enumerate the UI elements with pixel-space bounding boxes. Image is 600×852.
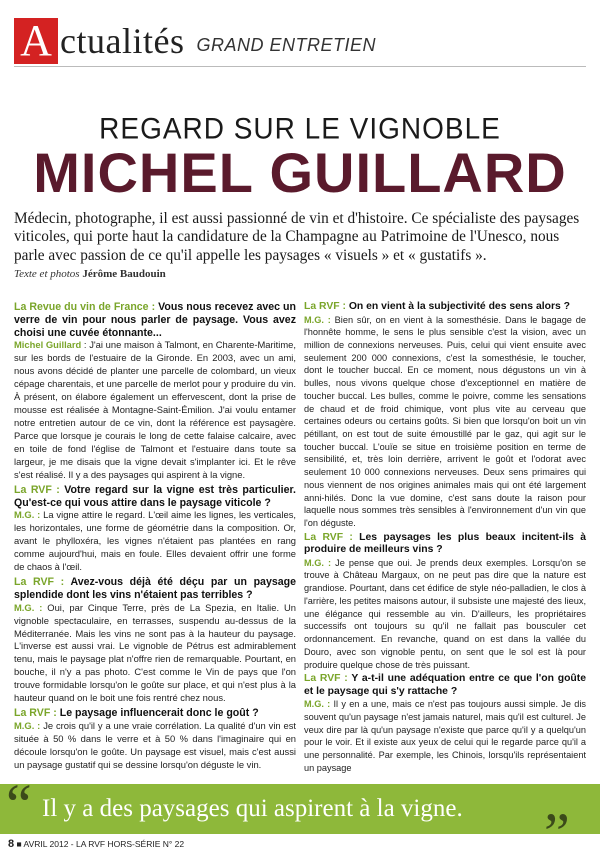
- speaker-label: La RVF :: [304, 673, 348, 685]
- section-initial: A: [14, 18, 58, 64]
- paragraph-text: Les paysages les plus beaux incitent-ils à produire de meilleurs vins ?: [304, 531, 586, 556]
- paragraph-text: On en vient à la subjectivité des sens alors ?: [345, 301, 571, 312]
- page-footer: [8, 838, 184, 850]
- paragraph-text: Le paysage influencerait donc le goût ?: [56, 707, 259, 720]
- paragraph-text: Y a-t-il une adéquation entre ce que l'on goûte et le paysage qui s'y rattache ?: [304, 673, 587, 697]
- interview-question: [14, 707, 296, 720]
- section-header: [14, 18, 376, 64]
- speaker-label: La RVF :: [304, 531, 353, 543]
- credit-prefix: Texte et photos: [14, 268, 80, 280]
- interview-answer: [304, 698, 586, 774]
- interview-question: [304, 301, 586, 314]
- speaker-label: La RVF :: [304, 301, 346, 312]
- interview-answer: [304, 314, 586, 530]
- speaker-label: M.G. :: [304, 557, 332, 568]
- paragraph-text: Bien sûr, on en vient à la somesthésie. Dans le bagage de l'honnête homme, le sens le plus sensible c'est la vision, avec un million de connexions nerveuses. Puis, celui qui vient ensuite avec seulement 200 000 connexions, c'est la somesthésie, le toucher, dont le toucher buccal. En ce moment, nous dégustons un vin à bulles, nous vivons quelque chose d'exceptionnel en matière de toucher buccal. Les bulles, comme le poivre, comme les sensations de chaud et de froid chimique, vont plus vite au cerveau que certaines odeurs ou certains goûts. Si bien que lorsqu'on boit un vin pétillant, on est tout de suite émoustillé par le gaz, qui agit sur le toucher buccal. L'ouïe se situe en troisième position en terme de sensibilité, et, très loin derrière, arrivent le goût et l'odorat avec seulement 10 000 connexions nerveuses. Deux sens primaires qui nous viennent de nos origines animales mais qui ont été largement anni-hilés. Donc la vue domine, c'est sans doute la raison pour laquelle nous sommes très sensibles à l'environnement d'un vin que l'on déguste.: [304, 314, 586, 529]
- speaker-label: M.G. :: [14, 601, 43, 613]
- paragraph-text: Je crois qu'il y a une vraie corrélation. La qualité d'un vin est située à 50 % dans le verre et à 50 % dans l'imaginaire qui en découle lorsqu'on le goûte. Un paysage est visuel, mais c'est aussi un paysage gustatif qui se dessine lorsqu'on déguste le vin.: [14, 720, 296, 770]
- paragraph-text: Votre regard sur la vigne est très particulier. Qu'est-ce qui vous attire dans le paysage viticole ?: [14, 483, 296, 509]
- speaker-label: M.G. :: [304, 314, 331, 325]
- speaker-label: La RVF :: [14, 576, 65, 589]
- page-number: 8: [8, 838, 15, 850]
- close-quote-mark: ”: [544, 801, 570, 852]
- interview-answer: [14, 720, 296, 772]
- paragraph-text: Avez-vous déjà été déçu par un paysage splendide dont les vins n'étaient pas terribles ?: [14, 576, 296, 601]
- interview-question: [304, 673, 586, 698]
- speaker-label: M.G. :: [14, 509, 41, 521]
- article-intro: Médecin, photographe, il est aussi passionné de vin et d'histoire. Ce spécialiste des paysages viticoles, qui porte haut la candidature de la Champagne au Patrimoine de l'Unesco, nous parle avec passion de ce qu'il appelle les paysages « visuels » et « gustatifs ».: [14, 210, 580, 264]
- paragraph-text: : J'ai une maison à Talmont, en Charente-Maritime, sur les bords de l'estuaire de la Gironde. En 2003, avec un ami, nous avons décidé de planter une parcelle de colombard, un vieux cépage charentais, et une parcelle de merlot pour y produire du vin. À présent, on élabore également un effervescent, dont la prise de mousse est réalisée à Montagne-Saint-Émilion. J'ai voulu entamer notre entretien autour de ce vin, dont la référence est paysagère. Parce que lorsque je courais le long de cette falaise calcaire, avec en toile de fond l'église de Talmont et l'estuaire dans toute sa largeur, je me disais que la vigne devait s'implanter ici. Et le rêve s'est réalisé. Il y a des paysages qui aspirent à la vigne.: [14, 339, 296, 480]
- paragraph-text: Il y en a une, mais ce n'est pas toujours aussi simple. Je dis souvent qu'un paysage n'est jamais naturel, mais qu'il est culturel. Je veux dire par là qu'un paysage n'existe que parce qu'il y a quelqu'un pour le voir. Et il existe aux yeux de celui qui le regarde parce qu'il a une personnalité. Par exemple, les Chinois, lorsqu'ils représentaient un paysage: [304, 699, 586, 773]
- paragraph-text: Je pense que oui. Je prends deux exemples. Lorsqu'on se trouve à Château Margaux, on ne peut pas dire que la nature est grandiose. Pourtant, dans cet édifice de style néo-palladien, le clos à l'arrière, les petites maisons autour, il subsiste une majesté des lieux, une élégance qui ressemble au vin. D'ailleurs, les propriétaires successifs ont toujours su qu'il ne fallait pas bousculer cet ordonnancement. En revanche, quand on est dans la vallée du Douro, avec son vignoble pentu, on sent que le sol est là pour produire quelque chose de très puissant.: [304, 557, 586, 670]
- interview-answer: [14, 339, 296, 481]
- interview-question: [14, 301, 296, 339]
- section-title: ctualités: [60, 21, 185, 61]
- credit-author: Jérôme Baudouin: [82, 268, 166, 280]
- speaker-label: Michel Guillard: [14, 339, 82, 351]
- interview-question: [14, 576, 296, 602]
- interview-question: [14, 484, 296, 510]
- footer-square-icon: ■: [16, 839, 22, 849]
- speaker-label: La RVF :: [14, 707, 57, 720]
- footer-issue: AVRIL 2012 - LA RVF HORS-SÉRIE N° 22: [23, 839, 185, 849]
- article-credit: [14, 268, 166, 280]
- paragraph-text: Oui, par Cinque Terre, près de La Spezia, en Italie. Un vignoble spectaculaire, en terrasses, suspendu au-dessus de la Méditerranée. Mais les vins ne sont pas à la hauteur du paysage. L'inverse est aussi vrai. Le vignoble de Pétrus est admirablement tenu, mais le paysage plat n'offre rien de remarquable. Pourtant, en bouche, il n'y a pas photo. C'est comme le Vin de pays que l'on trouve formidable lorsqu'on le goûte sur place, et qui n'est plus à la hauteur quand on le boit une fois rentré chez nous.: [14, 601, 296, 704]
- speaker-label: M.G. :: [14, 720, 41, 731]
- pull-quote-text: Il y a des paysages qui aspirent à la vigne.: [42, 795, 463, 822]
- interview-answer: [304, 557, 586, 671]
- speaker-label: La Revue du vin de France :: [14, 301, 156, 313]
- article-kicker: REGARD SUR LE VIGNOBLE: [99, 112, 501, 145]
- interview-answer: [14, 602, 296, 706]
- left-column: [14, 300, 296, 774]
- speaker-label: La RVF :: [14, 483, 60, 496]
- interview-answer: [14, 509, 296, 574]
- paragraph-text: Vous nous recevez avec un verre de vin pour nous parler de paysage. Vous avez choisi une cuvée étonnante...: [14, 301, 296, 339]
- right-column: [304, 300, 586, 777]
- article-title: MICHEL GUILLARD: [33, 141, 567, 204]
- speaker-label: M.G. :: [304, 699, 331, 710]
- paragraph-text: La vigne attire le regard. L'œil aime les lignes, les verticales, les horizontales, une forme de géométrie dans la composition. Or, avant le phylloxéra, les vignes n'étaient pas plantées en rang comme aujourd'hui, mais en foule. Elles devaient offrir une forme de chaos à l'œil.: [14, 509, 296, 573]
- section-subtitle: GRAND ENTRETIEN: [196, 34, 376, 55]
- header-divider: [14, 66, 586, 67]
- interview-question: [304, 532, 586, 557]
- open-quote-mark: “: [6, 772, 32, 837]
